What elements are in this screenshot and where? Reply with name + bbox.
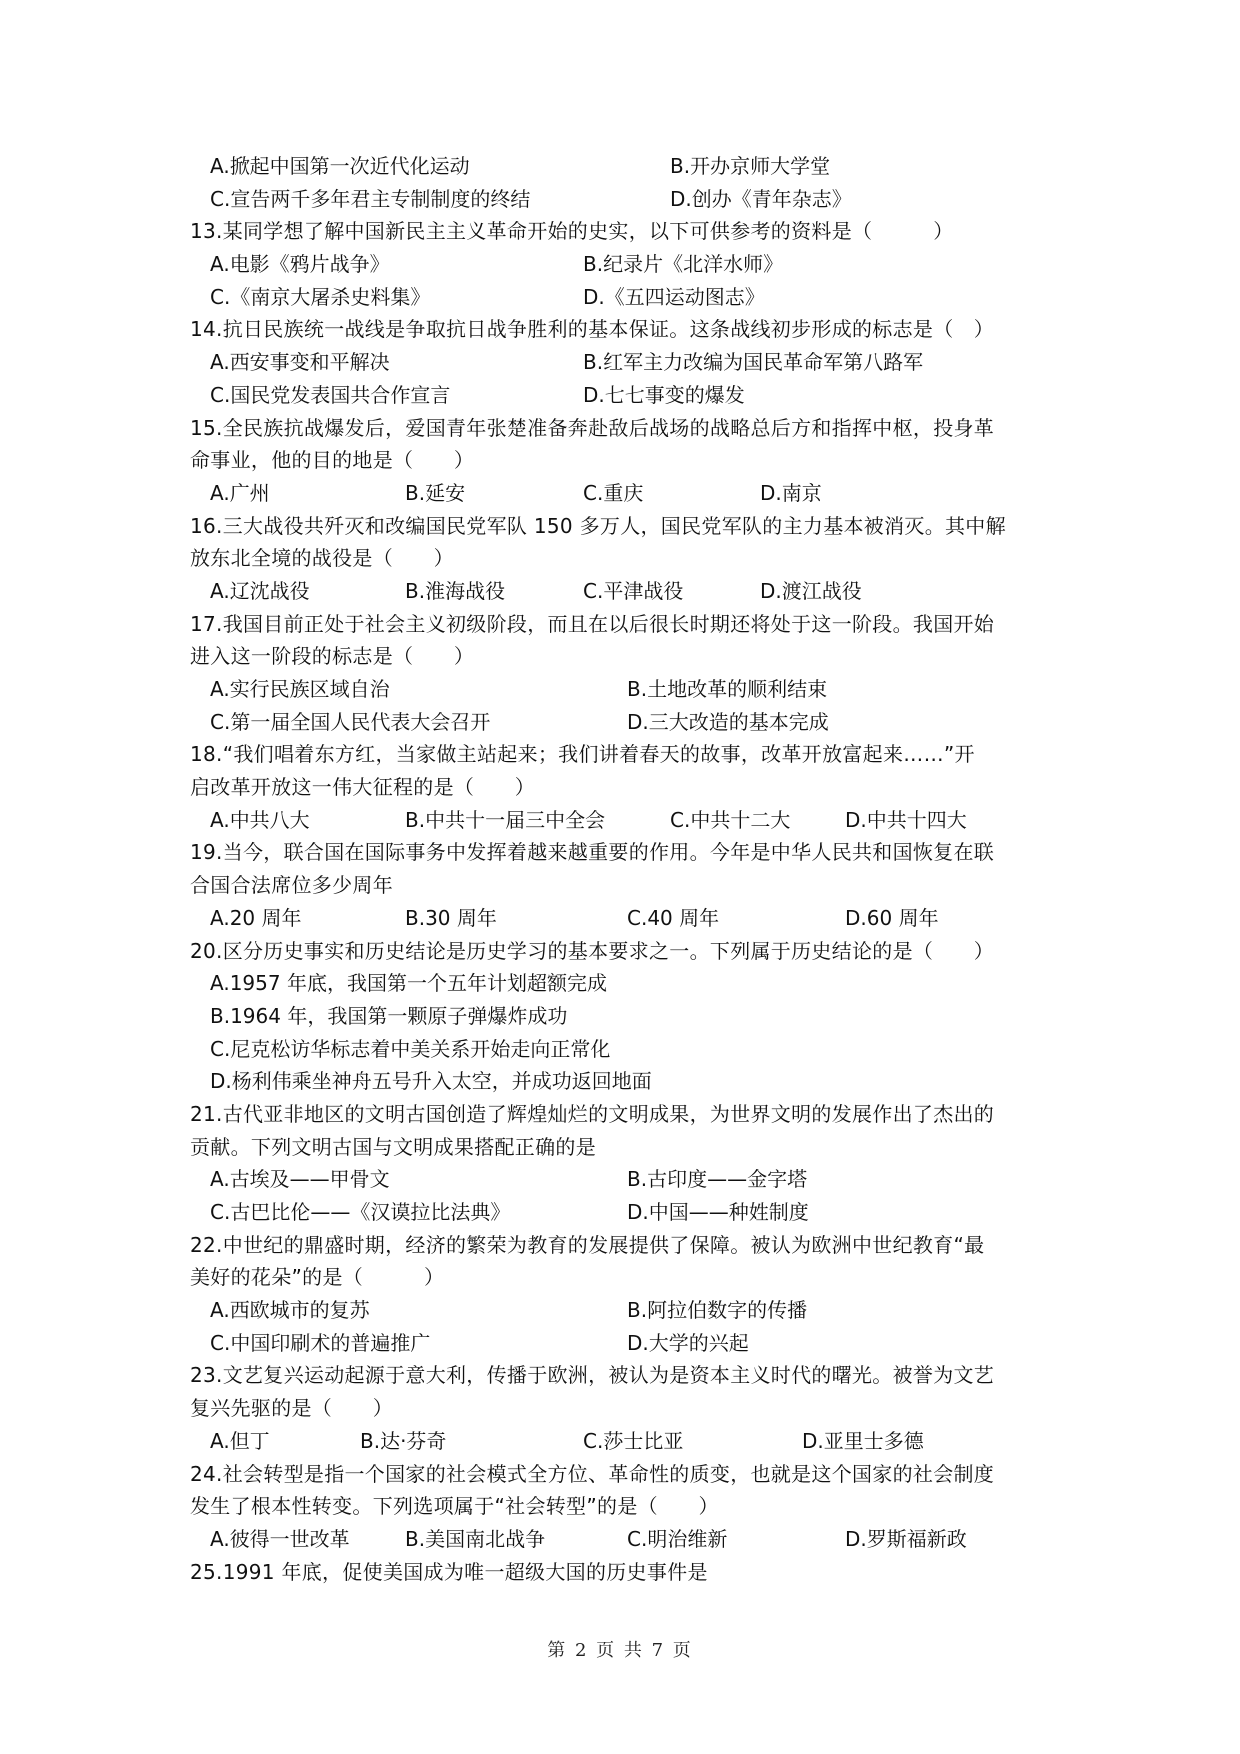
q13-stem: 13.某同学想了解中国新民主主义革命开始的史实，以下可供参考的资料是（ ） [190, 219, 954, 244]
q20-stem: 20.区分历史事实和历史结论是历史学习的基本要求之一。下列属于历史结论的是（ ） [190, 938, 995, 963]
q13-option-b: B.纪录片《北洋水师》 [583, 252, 784, 277]
q13-options-row-1 [190, 248, 1070, 281]
q21-option-d: D.中国——种姓制度 [627, 1200, 809, 1224]
q12-option-c: C.宣告两千多年君主专制制度的终结 [210, 186, 531, 211]
q22-options-row-2 [190, 1327, 1070, 1360]
q20-option-b: B.1964 年，我国第一颗原子弹爆炸成功 [210, 1003, 568, 1028]
q14-options-row-1 [190, 346, 1070, 379]
q24-option-a: A.彼得一世改革 [210, 1526, 350, 1551]
q20-option-d-row [190, 1065, 1070, 1098]
q22-stem-line-2: 美好的花朵”的是（ ） [190, 1265, 445, 1290]
q16-option-b: B.淮海战役 [405, 578, 506, 603]
q13-option-d: D.《五四运动图志》 [583, 284, 765, 309]
q16-option-d: D.渡江战役 [760, 578, 862, 603]
q23-option-a: A.但丁 [210, 1428, 270, 1453]
q23-option-c: C.莎士比亚 [583, 1428, 684, 1453]
q12-options-row-2 [190, 183, 1070, 216]
q20-option-b-row [190, 1000, 1070, 1033]
q15-option-c: C.重庆 [583, 480, 644, 505]
q15-options-row [190, 477, 1070, 510]
q13-option-c: C.《南京大屠杀史料集》 [210, 284, 431, 309]
q21-stem-line-1: 21.古代亚非地区的文明古国创造了辉煌灿烂的文明成果，为世界文明的发展作出了杰出的 [190, 1101, 995, 1126]
q19-option-b: B.30 周年 [405, 905, 497, 930]
q23-stem-line-2: 复兴先驱的是（ ） [190, 1396, 393, 1421]
q21-stem-line-2: 贡献。下列文明古国与文明成果搭配正确的是 [190, 1134, 596, 1159]
q22-options-row-1 [190, 1294, 1070, 1327]
q21-options-row-1 [190, 1163, 1070, 1196]
q23-option-d: D.亚里士多德 [802, 1428, 924, 1453]
q18-option-b: B.中共十一届三中全会 [405, 807, 606, 832]
q18-stem-line-1: 18.“我们唱着东方红，当家做主站起来；我们讲着春天的故事，改革开放富起来……”开 [190, 742, 975, 767]
q14-option-a: A.西安事变和平解决 [210, 350, 390, 375]
q23-stem-line-1: 23.文艺复兴运动起源于意大利，传播于欧洲，被认为是资本主义时代的曙光。被誉为文艺 [190, 1363, 995, 1388]
q16-stem-line-2: 放东北全境的战役是（ ） [190, 546, 454, 571]
q24-option-c: C.明治维新 [627, 1526, 728, 1551]
q17-stem-line-2: 进入这一阶段的标志是（ ） [190, 644, 475, 669]
q18-option-d: D.中共十四大 [845, 807, 967, 832]
q21-options-row-2 [190, 1196, 1070, 1229]
page-number-footer: 第 2 页 共 7 页 [547, 1640, 693, 1661]
q24-options-row [190, 1523, 1070, 1556]
q24-option-b: B.美国南北战争 [405, 1526, 546, 1551]
q15-option-b: B.延安 [405, 480, 466, 505]
exam-page-content [190, 150, 1070, 1588]
q22-option-d: D.大学的兴起 [627, 1330, 749, 1355]
q12-option-d: D.创办《青年杂志》 [670, 186, 852, 211]
q17-options-row-1 [190, 673, 1070, 706]
q23-option-b: B.达·芬奇 [360, 1428, 447, 1453]
q19-option-d: D.60 周年 [845, 905, 939, 930]
q14-option-b: B.红军主力改编为国民革命军第八路军 [583, 350, 924, 375]
q17-stem-line-1: 17.我国目前正处于社会主义初级阶段，而且在以后很长时期还将处于这一阶段。我国开始 [190, 611, 995, 636]
q22-stem-line-1: 22.中世纪的鼎盛时期，经济的繁荣为教育的发展提供了保障。被认为欧洲中世纪教育“最 [190, 1232, 985, 1257]
q17-option-d: D.三大改造的基本完成 [627, 709, 829, 734]
q21-option-b: B.古印度——金字塔 [627, 1167, 808, 1192]
q14-options-row-2 [190, 379, 1070, 412]
q12-option-a: A.掀起中国第一次近代化运动 [210, 154, 470, 178]
q20-option-d: D.杨利伟乘坐神舟五号升入太空，并成功返回地面 [210, 1069, 652, 1094]
q18-option-a: A.中共八大 [210, 807, 310, 832]
q21-option-a: A.古埃及——甲骨文 [210, 1167, 390, 1192]
q19-options-row [190, 902, 1070, 935]
q17-option-a: A.实行民族区域自治 [210, 677, 390, 701]
q20-option-c: C.尼克松访华标志着中美关系开始走向正常化 [210, 1036, 611, 1061]
q12-option-b: B.开办京师大学堂 [670, 154, 831, 178]
q18-option-c: C.中共十二大 [670, 807, 791, 832]
q18-options-row [190, 804, 1070, 837]
q17-option-b: B.土地改革的顺利结束 [627, 677, 828, 701]
q22-option-a: A.西欧城市的复苏 [210, 1298, 370, 1323]
q24-option-d: D.罗斯福新政 [845, 1526, 967, 1551]
q16-option-a: A.辽沈战役 [210, 578, 310, 603]
q15-option-a: A.广州 [210, 480, 270, 505]
q16-option-c: C.平津战役 [583, 578, 684, 603]
q20-option-a: A.1957 年底，我国第一个五年计划超额完成 [210, 971, 607, 996]
q19-option-c: C.40 周年 [627, 905, 720, 930]
q13-option-a: A.电影《鸦片战争》 [210, 252, 390, 277]
q13-options-row-2 [190, 281, 1070, 314]
q14-option-c: C.国民党发表国共合作宣言 [210, 382, 451, 407]
q17-option-c: C.第一届全国人民代表大会召开 [210, 709, 491, 734]
q25-stem: 25.1991 年底，促使美国成为唯一超级大国的历史事件是 [190, 1559, 708, 1584]
q19-option-a: A.20 周年 [210, 905, 302, 930]
q20-option-c-row [190, 1033, 1070, 1066]
q22-option-b: B.阿拉伯数字的传播 [627, 1298, 808, 1323]
q16-stem-line-1: 16.三大战役共歼灭和改编国民党军队 150 多万人，国民党军队的主力基本被消灭。其中解 [190, 513, 1006, 538]
q19-stem-line-1: 19.当今，联合国在国际事务中发挥着越来越重要的作用。今年是中华人民共和国恢复在联 [190, 840, 995, 865]
q20-option-a-row [190, 967, 1070, 1000]
q18-stem-line-2: 启改革开放这一伟大征程的是（ ） [190, 775, 536, 800]
q22-option-c: C.中国印刷术的普遍推广 [210, 1330, 431, 1355]
q17-options-row-2 [190, 706, 1070, 739]
q14-stem: 14.抗日民族统一战线是争取抗日战争胜利的基本保证。这条战线初步形成的标志是（ ） [190, 317, 995, 342]
q15-option-d: D.南京 [760, 480, 822, 505]
q23-options-row [190, 1425, 1070, 1458]
q21-option-c: C.古巴比伦——《汉谟拉比法典》 [210, 1200, 511, 1224]
q19-stem-line-2: 合国合法席位多少周年 [190, 873, 393, 898]
q24-stem-line-1: 24.社会转型是指一个国家的社会模式全方位、革命性的质变，也就是这个国家的社会制度 [190, 1461, 995, 1486]
q24-stem-line-2: 发生了根本性转变。下列选项属于“社会转型”的是（ ） [190, 1494, 719, 1519]
q15-stem-line-1: 15.全民族抗战爆发后，爱国青年张楚准备奔赴敌后战场的战略总后方和指挥中枢，投身革 [190, 415, 995, 440]
q15-stem-line-2: 命事业，他的目的地是（ ） [190, 448, 475, 473]
q16-options-row [190, 575, 1070, 608]
q12-options-row-1 [190, 150, 1070, 183]
q14-option-d: D.七七事变的爆发 [583, 382, 745, 407]
